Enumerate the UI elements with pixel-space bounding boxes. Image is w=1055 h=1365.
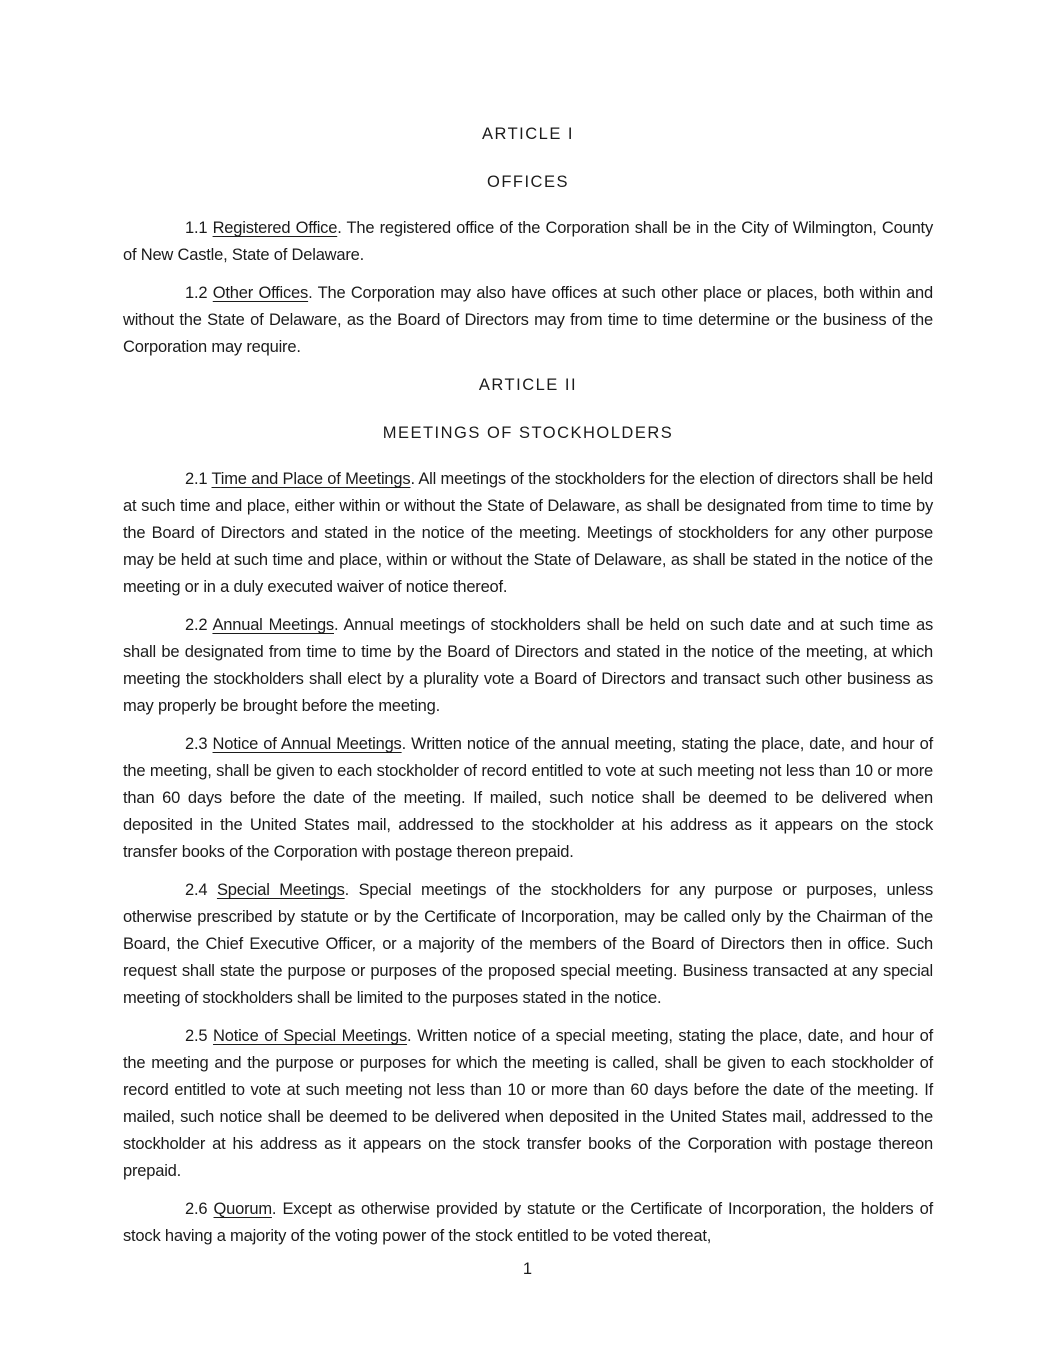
section-2-2-number: 2.2 [185, 616, 208, 634]
section-2-4 [123, 877, 933, 1012]
article-2 [123, 372, 933, 1250]
article-1-title: ARTICLE I [481, 125, 575, 143]
section-2-5 [123, 1023, 933, 1185]
section-2-5-body: . Written notice of a special meeting, stating the place, date, and hour of the meeting and the purpose or purposes for which the meeting is called, shall be given to each stockholder of record entitled to vote at such meeting not less than 10 or more than 60 days before the date of the meeting. If mailed, such notice shall be deemed to be delivered when deposited in the United States mail, addressed to the stockholder at his address as it appears on the stock transfer books of the Corporation with postage thereon prepaid. [123, 1027, 934, 1180]
section-1-1 [123, 215, 933, 269]
section-1-2-number: 1.2 [185, 284, 208, 302]
section-2-4-body: . Special meetings of the stockholders for any purpose or purposes, unless otherwise prescribed by statute or by the Certificate of Incorporation, may be called only by the Chairman of the Board, the Chief Executive Officer, or a majority of the members of the Board of Directors then in office. Such request shall state the purpose or purposes of the proposed special meeting. Business transacted at any special meeting of stockholders shall be limited to the purposes stated in the notice. [123, 881, 934, 1007]
section-2-6-body: . Except as otherwise provided by statute or the Certificate of Incorporation, the holders of stock having a majority of the voting power of the stock entitled to be voted thereat, [123, 1200, 933, 1245]
section-1-1-body: . The registered office of the Corporation shall be in the City of Wilmington, County of New Castle, State of Delaware. [123, 219, 933, 264]
section-2-3-number: 2.3 [185, 735, 208, 753]
section-1-2-body: . The Corporation may also have offices at such other place or places, both within and without the State of Delaware, as the Board of Directors may from time to time determine or the business of the Corporation may require. [123, 284, 933, 356]
section-2-1-heading: Time and Place of Meetings [211, 470, 411, 488]
section-2-5-number: 2.5 [185, 1027, 208, 1045]
article-2-title: ARTICLE II [478, 376, 578, 394]
section-2-5-heading: Notice of Special Meetings [213, 1027, 408, 1045]
section-1-1-heading: Registered Office [212, 219, 338, 237]
section-2-1-number: 2.1 [185, 470, 208, 488]
section-2-6-number: 2.6 [185, 1200, 208, 1218]
section-2-2-heading: Annual Meetings [212, 616, 334, 634]
section-2-4-heading: Special Meetings [216, 881, 345, 899]
section-2-1-body: . All meetings of the stockholders for the election of directors shall be held at such time and place, either within or without the State of Delaware, as shall be designated from time to time by the Board of Directors and stated in the notice of the meeting. Meetings of stockholders for any other purpose may be held at such time and place, within or without the State of Delaware, as shall be stated in the notice of the meeting or in a duly executed waiver of notice thereof. [123, 470, 934, 596]
section-2-6-heading: Quorum [213, 1200, 272, 1218]
section-1-1-number: 1.1 [185, 219, 208, 237]
section-2-2 [123, 612, 933, 720]
section-2-2-body: . Annual meetings of stockholders shall be held on such date and at such time as shall be designated from time to time by the Board of Directors and stated in the notice of the meeting, at which meeting the stockholders shall elect by a plurality vote a Board of Directors and transact such other business as may properly be brought before the meeting. [123, 616, 934, 715]
page-number: 1 [522, 1260, 533, 1278]
article-2-subtitle: MEETINGS OF STOCKHOLDERS [382, 424, 674, 442]
article-1-subtitle: OFFICES [486, 173, 569, 191]
section-1-2 [123, 280, 933, 361]
section-2-6 [123, 1196, 933, 1250]
section-1-2-heading: Other Offices [212, 284, 309, 302]
section-2-4-number: 2.4 [185, 881, 208, 899]
section-2-1 [123, 466, 933, 601]
section-2-3-body: . Written notice of the annual meeting, stating the place, date, and hour of the meeting, shall be given to each stockholder of record entitled to vote at such meeting not less than 10 or more than 60 days before the date of the meeting. If mailed, such notice shall be deemed to be delivered when deposited in the United States mail, addressed to the stockholder at his address as it appears on the stock transfer books of the Corporation with postage thereon prepaid. [123, 735, 933, 861]
section-2-3-heading: Notice of Annual Meetings [212, 735, 402, 753]
article-1 [123, 121, 933, 361]
section-2-3 [123, 731, 933, 866]
